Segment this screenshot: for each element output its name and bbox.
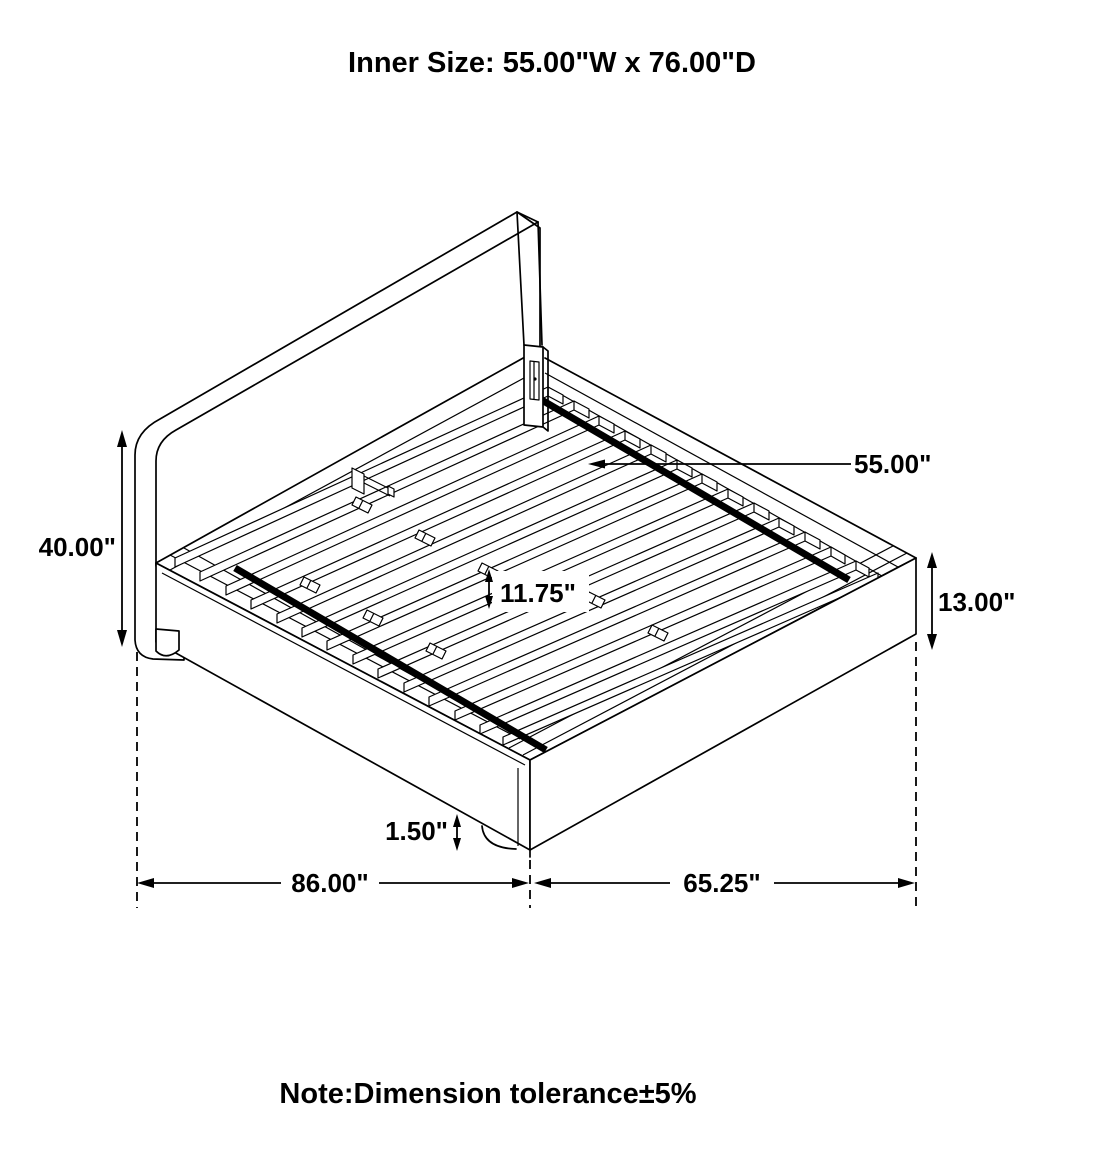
bracket-screw (533, 377, 536, 380)
dim-slat-length-label: 55.00" (854, 449, 932, 479)
dim-leg-height-label: 1.50" (385, 816, 448, 846)
dim-overall-width-label: 65.25" (683, 868, 761, 898)
dim-frame-height-label: 13.00" (938, 587, 1016, 617)
headboard-leg (156, 629, 179, 656)
tolerance-note: Note:Dimension tolerance±5% (279, 1078, 697, 1110)
dim-headboard-height-label: 40.00" (38, 532, 116, 562)
diagram-title: Inner Size: 55.00"W x 76.00"D (348, 47, 756, 79)
dim-slat-spacing-label: 11.75" (500, 578, 576, 608)
dim-slat-spacing (485, 569, 589, 612)
dim-overall-length-label: 86.00" (291, 868, 369, 898)
